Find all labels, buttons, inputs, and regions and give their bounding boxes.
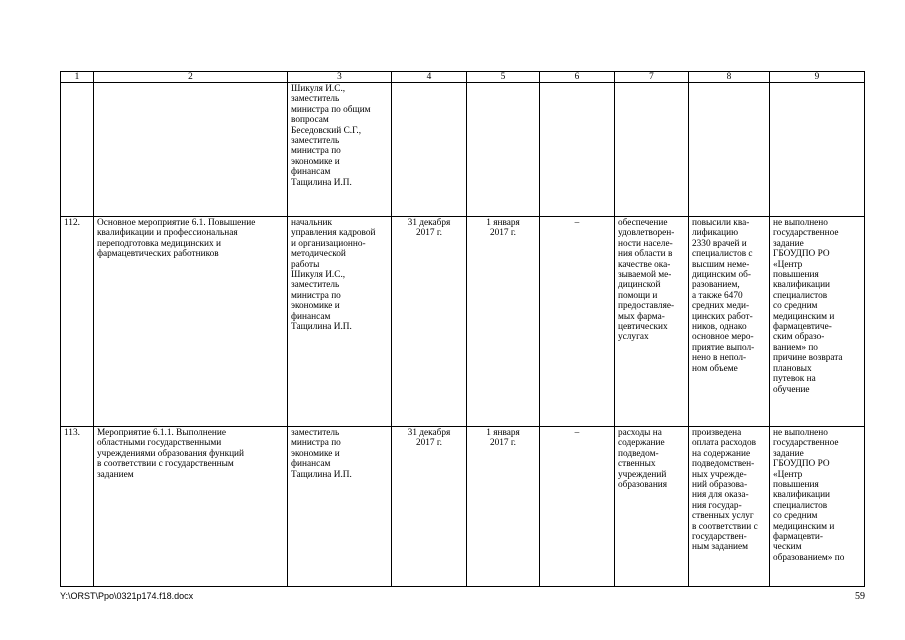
row-number	[61, 83, 94, 217]
achieved-result	[689, 83, 770, 217]
report-table	[60, 71, 865, 587]
table-row	[61, 83, 865, 217]
column-number: 1	[61, 72, 94, 83]
column-number-row	[61, 72, 865, 83]
file-path: Y:\ORST\Ppo\0321p174.f18.docx	[60, 591, 194, 601]
responsible-person: Шикуля И.С., заместитель министра по общим вопросам Беседовский С.Г., заместитель министра по экономике и финансам Тащилина И.П.	[288, 83, 392, 217]
column-number: 3	[288, 72, 392, 83]
responsible-person: заместитель министра по экономике и финансам Тащилина И.П.	[288, 427, 392, 587]
planned-date: 31 декабря 2017 г.	[392, 427, 467, 587]
column-number: 8	[689, 72, 770, 83]
failure-reason: не выполнено государственное задание ГБОУДПО РО «Центр повышения квалификации специалистов со средним медицинским и фармацевтиче- ским образо- ванием» по причине возврата плановых путевок на обучение	[770, 217, 865, 427]
failure-reason: не выполнено государственное задание ГБОУДПО РО «Центр повышения квалификации специалистов со средним медицинским и фармацевти- ческим образованием» по	[770, 427, 865, 587]
column-number: 2	[94, 72, 288, 83]
achieved-result: произведена оплата расходов на содержание подведомствен- ных учрежде- ний образова- ния для оказа- ния государ- ственных услуг в соответствии с государствен- ным заданием	[689, 427, 770, 587]
expected-result: обеспечение удовлетворен- ности населе- ния области в качестве ока- зываемой ме- дицинской помощи и предоставляе- мых фарма- цевтических услугах	[615, 217, 689, 427]
table-row	[61, 217, 865, 427]
event-name	[94, 83, 288, 217]
table-row	[61, 427, 865, 587]
planned-date: 31 декабря 2017 г.	[392, 217, 467, 427]
actual-date	[467, 83, 540, 217]
column-6-value: –	[540, 217, 615, 427]
column-6-value	[540, 83, 615, 217]
column-number: 7	[615, 72, 689, 83]
actual-date: 1 января 2017 г.	[467, 427, 540, 587]
column-number: 9	[770, 72, 865, 83]
expected-result	[615, 83, 689, 217]
achieved-result: повысили ква- лификацию 2330 врачей и специалистов с высшим неме- дицинским об- разованием, а также 6470 средних меди- цинских работ- ников, однако основное меро- приятие выпол- нено в непол- ном объеме	[689, 217, 770, 427]
planned-date	[392, 83, 467, 217]
column-6-value: –	[540, 427, 615, 587]
column-number: 4	[392, 72, 467, 83]
row-number: 112.	[61, 217, 94, 427]
page-number: 59	[855, 591, 865, 602]
event-name: Мероприятие 6.1.1. Выполнение областными государственными учреждениями образования функций в соответствии с государственным заданием	[94, 427, 288, 587]
actual-date: 1 января 2017 г.	[467, 217, 540, 427]
responsible-person: начальник управления кадровой и организационно- методической работы Шикуля И.С., заместитель министра по экономике и финансам Тащилина И.П.	[288, 217, 392, 427]
failure-reason	[770, 83, 865, 217]
expected-result: расходы на содержание подведом- ственных учреждений образования	[615, 427, 689, 587]
column-number: 5	[467, 72, 540, 83]
event-name: Основное мероприятие 6.1. Повышение квалификации и профессиональная переподготовка медицинских и фармацевтических работников	[94, 217, 288, 427]
column-number: 6	[540, 72, 615, 83]
row-number: 113.	[61, 427, 94, 587]
